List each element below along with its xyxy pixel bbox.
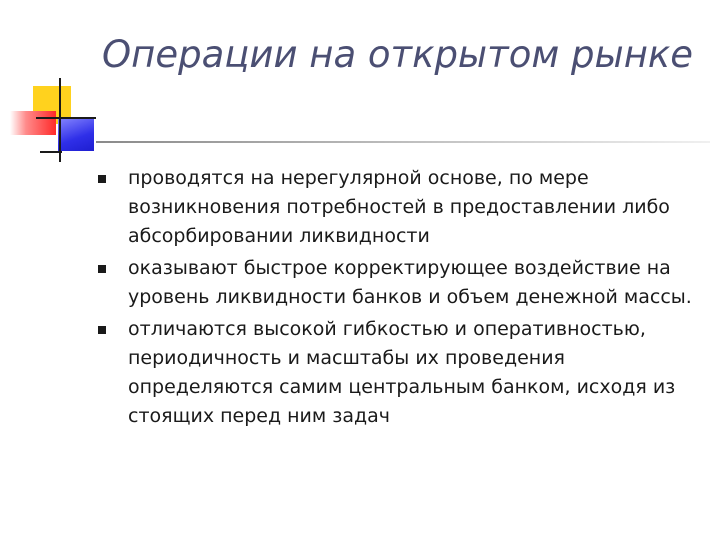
slide-title: Операции на открытом рынке [102,33,694,76]
bullet-text: проводятся на нерегулярной основе, по мере возникновения потребностей в предоставлении либо абсорбировании ликвидности [128,167,670,247]
bullet-list [90,164,705,434]
bullet-item [90,254,705,312]
ornament-short-line [40,151,62,153]
title-divider [96,141,710,143]
square-bullet-icon [98,265,106,273]
ornament-vertical-line [59,78,61,162]
bullet-text: оказывают быстрое корректирующее воздействие на уровень ликвидности банков и объем денежной массы. [128,257,692,308]
bullet-text: отличаются высокой гибкостью и оперативностью, периодичность и масштабы их проведения определяются самим центральным банком, исходя из стоящих перед ним задач [128,318,676,427]
blue-square [58,117,94,151]
bullet-item [90,315,705,431]
bullet-item [90,164,705,251]
ornament-horizontal-line [36,117,96,119]
red-square [10,111,56,135]
square-bullet-icon [98,175,106,183]
square-bullet-icon [98,326,106,334]
